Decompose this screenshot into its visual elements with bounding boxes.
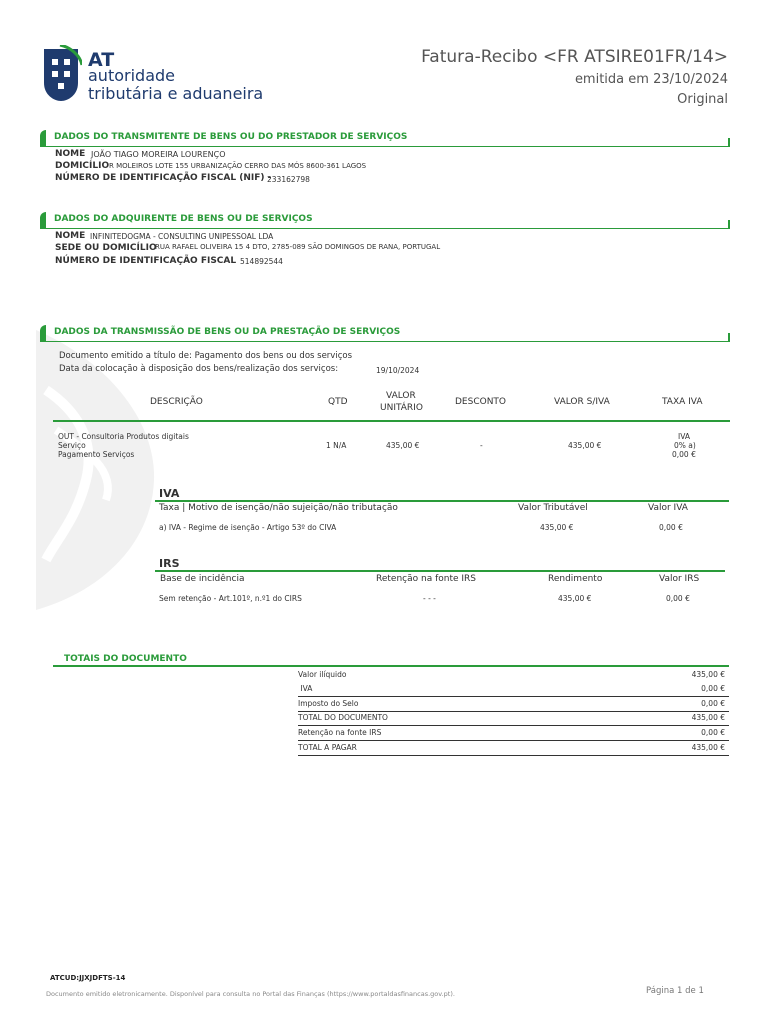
issue-date: emitida em 23/10/2024 [574, 72, 728, 87]
item-vat-2: 0% a) [674, 441, 696, 450]
iva-title: IVA [159, 487, 180, 500]
col-discount: DESCONTO [455, 397, 507, 407]
document-title: Fatura-Recibo <FR ATSIRE01FR/14> [421, 47, 728, 67]
total-value: 0,00 € [701, 699, 725, 708]
item-discount: - [480, 441, 483, 450]
delivery-date: 19/10/2024 [376, 366, 420, 375]
iva-col-taxable: Valor Tributável [518, 503, 588, 513]
sender-name-label: NOME [55, 149, 86, 159]
irs-title: IRS [159, 557, 180, 570]
buyer-address-label: SEDE OU DOMICÍLIO [55, 243, 157, 253]
item-desc-1: OUT - Consultoria Produtos digitais [58, 432, 189, 441]
total-label: TOTAL A PAGAR [298, 743, 357, 752]
buyer-nif-label: NÚMERO DE IDENTIFICAÇÃO FISCAL [55, 256, 237, 266]
total-label: Imposto do Selo [298, 699, 359, 708]
buyer-name-label: NOME [55, 231, 86, 241]
sender-nif-label: NÚMERO DE IDENTIFICAÇÃO FISCAL (NIF) - [55, 173, 272, 183]
iva-row-reason: a) IVA - Regime de isenção - Artigo 53º do CIVA [159, 523, 337, 532]
logo-short: AT [88, 49, 115, 71]
totals-line [53, 665, 729, 667]
irs-col-value: Valor IRS [659, 574, 700, 584]
col-unit-2: UNITÁRIO [380, 403, 423, 413]
total-value: 435,00 € [691, 713, 725, 722]
document-purpose: Documento emitido a título de: Pagamento dos bens ou dos serviços [59, 351, 353, 361]
total-value: 435,00 € [691, 670, 725, 679]
item-desc-2: Serviço [58, 441, 86, 450]
at-logo-icon [40, 45, 82, 103]
transmission-section-title: DADOS DA TRANSMISSÃO DE BENS OU DA PRESTAÇÃO DE SERVIÇOS [54, 327, 401, 337]
buyer-address: RUA RAFAEL OLIVEIRA 15 4 DTO, 2785-089 SÃO DOMINGOS DE RANA, PORTUGAL [155, 243, 441, 251]
buyer-name: INFINITEDOGMA - CONSULTING UNIPESSOAL LDA [90, 232, 274, 241]
logo-line2: tributária e aduaneira [88, 84, 264, 103]
total-label: TOTAL DO DOCUMENTO [298, 713, 388, 722]
item-qty: 1 N/A [326, 441, 347, 450]
iva-col-reason: Taxa | Motivo de isenção/não sujeição/não tributação [159, 503, 398, 513]
col-qty: QTD [328, 397, 348, 407]
irs-col-withholding: Retenção na fonte IRS [376, 574, 476, 584]
total-label: Retenção na fonte IRS [298, 728, 382, 737]
irs-line [155, 570, 725, 572]
total-value: 0,00 € [701, 684, 725, 693]
total-row-gross [298, 668, 729, 682]
sender-section-title: DADOS DO TRANSMITENTE DE BENS OU DO PRESTADOR DE SERVIÇOS [54, 132, 408, 142]
irs-row-withholding: - - - [423, 594, 436, 603]
sender-name: JOÃO TIAGO MOREIRA LOURENÇO [91, 150, 226, 159]
iva-row-vat: 0,00 € [659, 523, 683, 532]
total-row-document [298, 711, 729, 726]
total-row-to-pay [298, 741, 729, 756]
iva-line [155, 500, 729, 502]
sender-address-label: DOMICÍLIO [55, 161, 110, 171]
total-row-stamp [298, 697, 729, 712]
page-number: Página 1 de 1 [646, 986, 704, 996]
total-label: IVA [298, 684, 313, 693]
items-header-line [53, 420, 730, 422]
item-unit-price: 435,00 € [386, 441, 420, 450]
footer-note: Documento emitido eletronicamente. Disponível para consulta no Portal das Finanças (https://www.portaldasfinancas.gov.pt). [46, 990, 455, 998]
copy-label: Original [677, 92, 728, 107]
iva-row-taxable: 435,00 € [540, 523, 574, 532]
sender-section-header [40, 130, 730, 147]
iva-col-vat: Valor IVA [648, 503, 688, 513]
buyer-section-header [40, 212, 730, 229]
total-value: 435,00 € [691, 743, 725, 752]
irs-row-base: Sem retenção - Art.101º, n.º1 do CIRS [159, 594, 302, 603]
irs-col-income: Rendimento [548, 574, 603, 584]
transmission-section-header [40, 325, 730, 342]
buyer-nif: 514892544 [240, 257, 283, 266]
atcud: ATCUD:JJXJDFTS-14 [50, 974, 126, 982]
col-vat: TAXA IVA [662, 397, 703, 407]
totals-title: TOTAIS DO DOCUMENTO [64, 654, 187, 664]
item-desc-3: Pagamento Serviços [58, 450, 135, 459]
buyer-section-title: DADOS DO ADQUIRENTE DE BENS OU DE SERVIÇOS [54, 214, 313, 224]
item-net: 435,00 € [568, 441, 602, 450]
delivery-date-label: Data da colocação à disposição dos bens/realização dos serviços: [59, 364, 339, 374]
sender-address: R MOLEIROS LOTE 155 URBANIZAÇÃO CERRO DAS MÓS 8600-361 LAGOS [109, 162, 367, 170]
sender-nif: 233162798 [267, 175, 310, 184]
logo-line1: autoridade [88, 66, 175, 85]
total-value: 0,00 € [701, 728, 725, 737]
col-description: DESCRIÇÃO [150, 397, 203, 407]
irs-row-income: 435,00 € [558, 594, 592, 603]
irs-col-base: Base de incidência [160, 574, 245, 584]
irs-row-value: 0,00 € [666, 594, 690, 603]
total-row-withholding [298, 726, 729, 741]
total-row-iva [298, 682, 729, 697]
col-net: VALOR S/IVA [554, 397, 610, 407]
item-vat-3: 0,00 € [672, 450, 696, 459]
item-vat-1: IVA [678, 432, 690, 441]
total-label: Valor ilíquido [298, 670, 347, 679]
col-unit-1: VALOR [386, 391, 416, 401]
